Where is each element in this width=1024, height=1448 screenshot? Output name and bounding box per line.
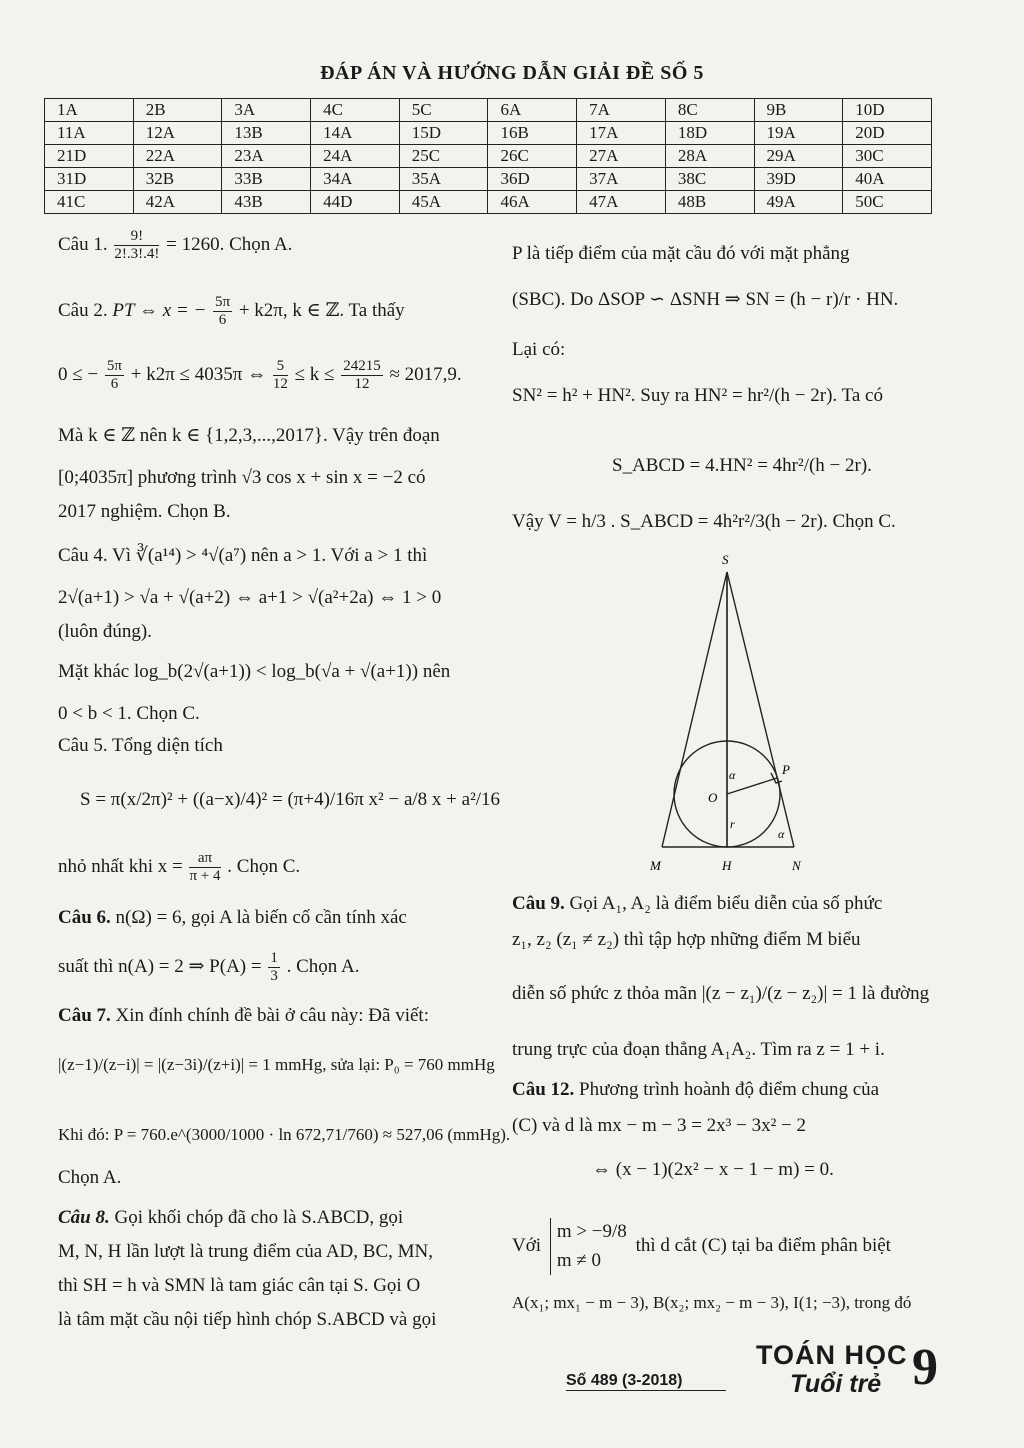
cau-5-fnum: aπ [189, 850, 220, 868]
cau-2-l2d: ≈ 2017,9. [389, 364, 462, 386]
answer-row [45, 168, 932, 191]
cau-12-line-4 [512, 1218, 891, 1275]
cau-9-line-3: diễn số phức z thỏa mãn |(z − z₁)/(z − z₂)| = 1 là đường [512, 983, 930, 1004]
pyramid-cross-section-figure [632, 552, 832, 882]
cau-4-line-5: 0 < b < 1. Chọn C. [58, 703, 200, 724]
cau-12-l1: Phương trình hoành độ điểm chung của [579, 1079, 880, 1100]
cau-2-line-2 [58, 358, 462, 394]
answer-row [45, 191, 932, 214]
answer-cell: 17A [577, 122, 666, 145]
cau-2-line-5: 2017 nghiệm. Chọn B. [58, 501, 231, 522]
answer-cell: 3A [222, 99, 311, 122]
cau-4-line-4: Mặt khác log_b(2√(a+1)) < log_b(√a + √(a+1)) nên [58, 661, 451, 682]
label-alpha-top: α [729, 768, 736, 782]
cau-12-l4a: Với [512, 1234, 542, 1256]
cau-6-l1: n(Ω) = 6, gọi A là biến cố cần tính xác [115, 907, 407, 928]
cau-9-line-1 [512, 892, 882, 917]
right-line-1: P là tiếp điểm của mặt cầu đó với mặt phẳng [512, 243, 850, 264]
answer-cell: 11A [45, 122, 134, 145]
cau-8-line-2: M, N, H lần lượt là trung điểm của AD, BC, MN, [58, 1241, 433, 1262]
cau-5-line-3 [58, 850, 300, 886]
label-s: S [722, 552, 729, 567]
cau-12-label: Câu 12. [512, 1079, 575, 1100]
answer-cell: 30C [843, 145, 932, 168]
label-r: r [730, 817, 735, 831]
label-alpha-bottom: α [778, 827, 785, 841]
cau-12-line-2: (C) và d là mx − m − 3 = 2x³ − 3x² − 2 [512, 1115, 806, 1136]
cau-12-line-1 [512, 1078, 879, 1103]
answer-cell: 24A [311, 145, 400, 168]
answer-cell: 25C [399, 145, 488, 168]
answer-cell: 14A [311, 122, 400, 145]
answer-cell: 32B [133, 168, 222, 191]
cau-2-l2b: + k2π ≤ 4035π ⇔ [130, 364, 267, 386]
answer-cell: 18D [665, 122, 754, 145]
answer-cell: 20D [843, 122, 932, 145]
cau-2-fnum: 5π [213, 294, 232, 312]
answer-row [45, 122, 932, 145]
cau-8-label: Câu 8. [58, 1207, 110, 1228]
cau-4-line-3: (luôn đúng). [58, 621, 152, 642]
answer-cell: 49A [754, 191, 843, 214]
cau-1-rest: = 1260. Chọn A. [166, 234, 293, 256]
page-number: 9 [912, 1339, 938, 1396]
right-line-4: SN² = h² + HN². Suy ra HN² = hr²/(h − 2r). Ta có [512, 385, 883, 406]
cau-4-line-2: 2√(a+1) > √a + √(a+2) ⇔ a+1 > √(a²+2a) ⇔ 1 > 0 [58, 587, 442, 608]
cau-2-label: Câu 2. [58, 300, 108, 322]
answer-cell: 27A [577, 145, 666, 168]
answer-cell: 34A [311, 168, 400, 191]
label-n: N [792, 858, 801, 873]
cau-8-l1: Gọi khối chóp đã cho là S.ABCD, gọi [114, 1207, 404, 1228]
answer-cell: 12A [133, 122, 222, 145]
cau-7-l1: Xin đính chính đề bài ở câu này: Đã viết: [115, 1005, 429, 1026]
triangle-sides [662, 572, 794, 847]
answer-cell: 7A [577, 99, 666, 122]
answer-cell: 48B [665, 191, 754, 214]
cau-12-sys2: m ≠ 0 [556, 1249, 602, 1271]
answer-cell: 45A [399, 191, 488, 214]
cau-6-fden: 3 [270, 968, 278, 985]
cau-2-line-1 [58, 294, 405, 330]
answer-cell: 38C [665, 168, 754, 191]
answer-cell: 40A [843, 168, 932, 191]
cau-1-den: 2!.3!.4! [114, 246, 160, 263]
cau-12-l4b: thì d cắt (C) tại ba điểm phân biệt [635, 1234, 891, 1256]
cau-2-f2num: 5 [273, 358, 288, 376]
label-p: P [782, 762, 790, 777]
answer-cell: 42A [133, 191, 222, 214]
answer-cell: 31D [45, 168, 134, 191]
cau-2-line-4: [0;4035π] phương trình √3 cos x + sin x = −2 có [58, 467, 426, 488]
cau-5-fden: π + 4 [189, 868, 221, 885]
answer-cell: 23A [222, 145, 311, 168]
answer-cell: 9B [754, 99, 843, 122]
answer-cell: 15D [399, 122, 488, 145]
page-title: ĐÁP ÁN VÀ HƯỚNG DẪN GIẢI ĐỀ SỐ 5 [320, 62, 704, 84]
answer-row [45, 99, 932, 122]
cau-7-line-3: Khi đó: P = 760.e^(3000/1000 · ln 672,71/760) ≈ 527,06 (mmHg). [58, 1125, 511, 1144]
answer-cell: 6A [488, 99, 577, 122]
cau-1 [58, 228, 292, 264]
answer-cell: 4C [311, 99, 400, 122]
answer-cell: 44D [311, 191, 400, 214]
answer-cell: 41C [45, 191, 134, 214]
answer-cell: 33B [222, 168, 311, 191]
cau-12-line-3: ⇔ (x − 1)(2x² − x − 1 − m) = 0. [592, 1159, 834, 1180]
answer-cell: 50C [843, 191, 932, 214]
answer-cell: 35A [399, 168, 488, 191]
cau-12-line-5: A(x₁; mx₁ − m − 3), B(x₂; mx₂ − m − 3), I(1; −3), trong đó [512, 1293, 912, 1312]
answer-row [45, 145, 932, 168]
cau-7-label: Câu 7. [58, 1005, 111, 1026]
answer-cell: 26C [488, 145, 577, 168]
cau-12-sys1: m > −9/8 [556, 1221, 627, 1242]
cau-8-line-4: là tâm mặt cầu nội tiếp hình chóp S.ABCD và gọi [58, 1309, 437, 1330]
cau-4-line-1: Câu 4. Vì ∛(a¹⁴) > ⁴√(a⁷) nên a > 1. Với a > 1 thì [58, 545, 428, 566]
cau-6-line-2 [58, 950, 359, 986]
answer-cell: 37A [577, 168, 666, 191]
answer-cell: 10D [843, 99, 932, 122]
cau-2-l2c: ≤ k ≤ [294, 364, 335, 386]
cau-2-f2den: 12 [272, 376, 288, 393]
cau-5-formula: S = π(x/2π)² + ((a−x)/4)² = (π+4)/16π x² − a/8 x + a²/16 [80, 789, 501, 810]
right-line-6: Vậy V = h/3 . S_ABCD = 4h²r²/3(h − 2r). Chọn C. [512, 511, 896, 532]
right-line-5: S_ABCD = 4.HN² = 4hr²/(h − 2r). [612, 455, 872, 476]
cau-9-l1: Gọi A₁, A₂ là điểm biểu diễn của số phức [569, 893, 883, 914]
issue-number: Số 489 (3-2018) [566, 1372, 726, 1391]
label-h: H [722, 858, 732, 873]
cau-6-fnum: 1 [268, 950, 280, 968]
answer-cell: 39D [754, 168, 843, 191]
answer-cell: 8C [665, 99, 754, 122]
answer-cell: 36D [488, 168, 577, 191]
right-line-3: Lại có: [512, 339, 566, 360]
cau-2-l2-fnum: 5π [105, 358, 124, 376]
cau-5-line-1: Câu 5. Tổng diện tích [58, 735, 223, 756]
cau-8-line-3: thì SH = h và SMN là tam giác cân tại S. Gọi O [58, 1275, 421, 1296]
cau-1-label: Câu 1. [58, 234, 108, 256]
answer-cell: 21D [45, 145, 134, 168]
cau-2-line-3: Mà k ∈ ℤ nên k ∈ {1,2,3,...,2017}. Vậy trên đoạn [58, 425, 440, 446]
answer-cell: 16B [488, 122, 577, 145]
cau-9-line-4: trung trực của đoạn thẳng A₁A₂. Tìm ra z = 1 + i. [512, 1039, 885, 1060]
answer-cell: 5C [399, 99, 488, 122]
cau-2-text-b: + k2π, k ∈ ℤ. Ta thấy [238, 300, 405, 322]
cau-5-l3a: nhỏ nhất khi x = [58, 856, 183, 878]
label-m: M [650, 858, 661, 873]
cau-7-line-1 [58, 1004, 429, 1029]
cau-2-text-a: PT ⇔ x = − [112, 300, 207, 322]
right-line-2: (SBC). Do ΔSOP ∽ ΔSNH ⇒ SN = (h − r)/r · HN. [512, 289, 899, 310]
answer-cell: 2B [133, 99, 222, 122]
answer-cell: 1A [45, 99, 134, 122]
cau-2-l2-fden: 6 [110, 376, 119, 393]
answer-cell: 29A [754, 145, 843, 168]
answer-cell: 13B [222, 122, 311, 145]
cau-5-l3b: . Chọn C. [227, 856, 301, 878]
answer-table [44, 98, 932, 214]
cau-8-line-1 [58, 1206, 403, 1231]
answer-cell: 46A [488, 191, 577, 214]
answer-cell: 43B [222, 191, 311, 214]
cau-1-num: 9! [114, 228, 159, 246]
cau-7-line-2: |(z−1)/(z−i)| = |(z−3i)/(z+i)| = 1 mmHg, sửa lại: P₀ = 760 mmHg [58, 1055, 495, 1074]
cau-2-l2a: 0 ≤ − [58, 364, 99, 386]
cau-9-line-2: z₁, z₂ (z₁ ≠ z₂) thì tập hợp những điểm M biểu [512, 929, 861, 950]
cau-2-fden: 6 [218, 312, 227, 329]
cau-7-line-4: Chọn A. [58, 1167, 122, 1188]
cau-2-f3den: 12 [354, 376, 370, 393]
answer-cell: 22A [133, 145, 222, 168]
answer-cell: 47A [577, 191, 666, 214]
cau-9-label: Câu 9. [512, 893, 565, 914]
label-o: O [708, 790, 718, 805]
answer-cell: 19A [754, 122, 843, 145]
cau-6-line-1 [58, 906, 407, 931]
answer-cell: 28A [665, 145, 754, 168]
cau-2-f3num: 24215 [341, 358, 383, 376]
brand-subtitle: Tuổi trẻ [790, 1370, 882, 1398]
brand-title: TOÁN HỌC [756, 1340, 908, 1370]
cau-12-system [550, 1218, 627, 1275]
cau-6-l2a: suất thì n(A) = 2 ⇒ P(A) = [58, 956, 262, 978]
cau-6-l2b: . Chọn A. [286, 956, 360, 978]
cau-6-label: Câu 6. [58, 907, 111, 928]
